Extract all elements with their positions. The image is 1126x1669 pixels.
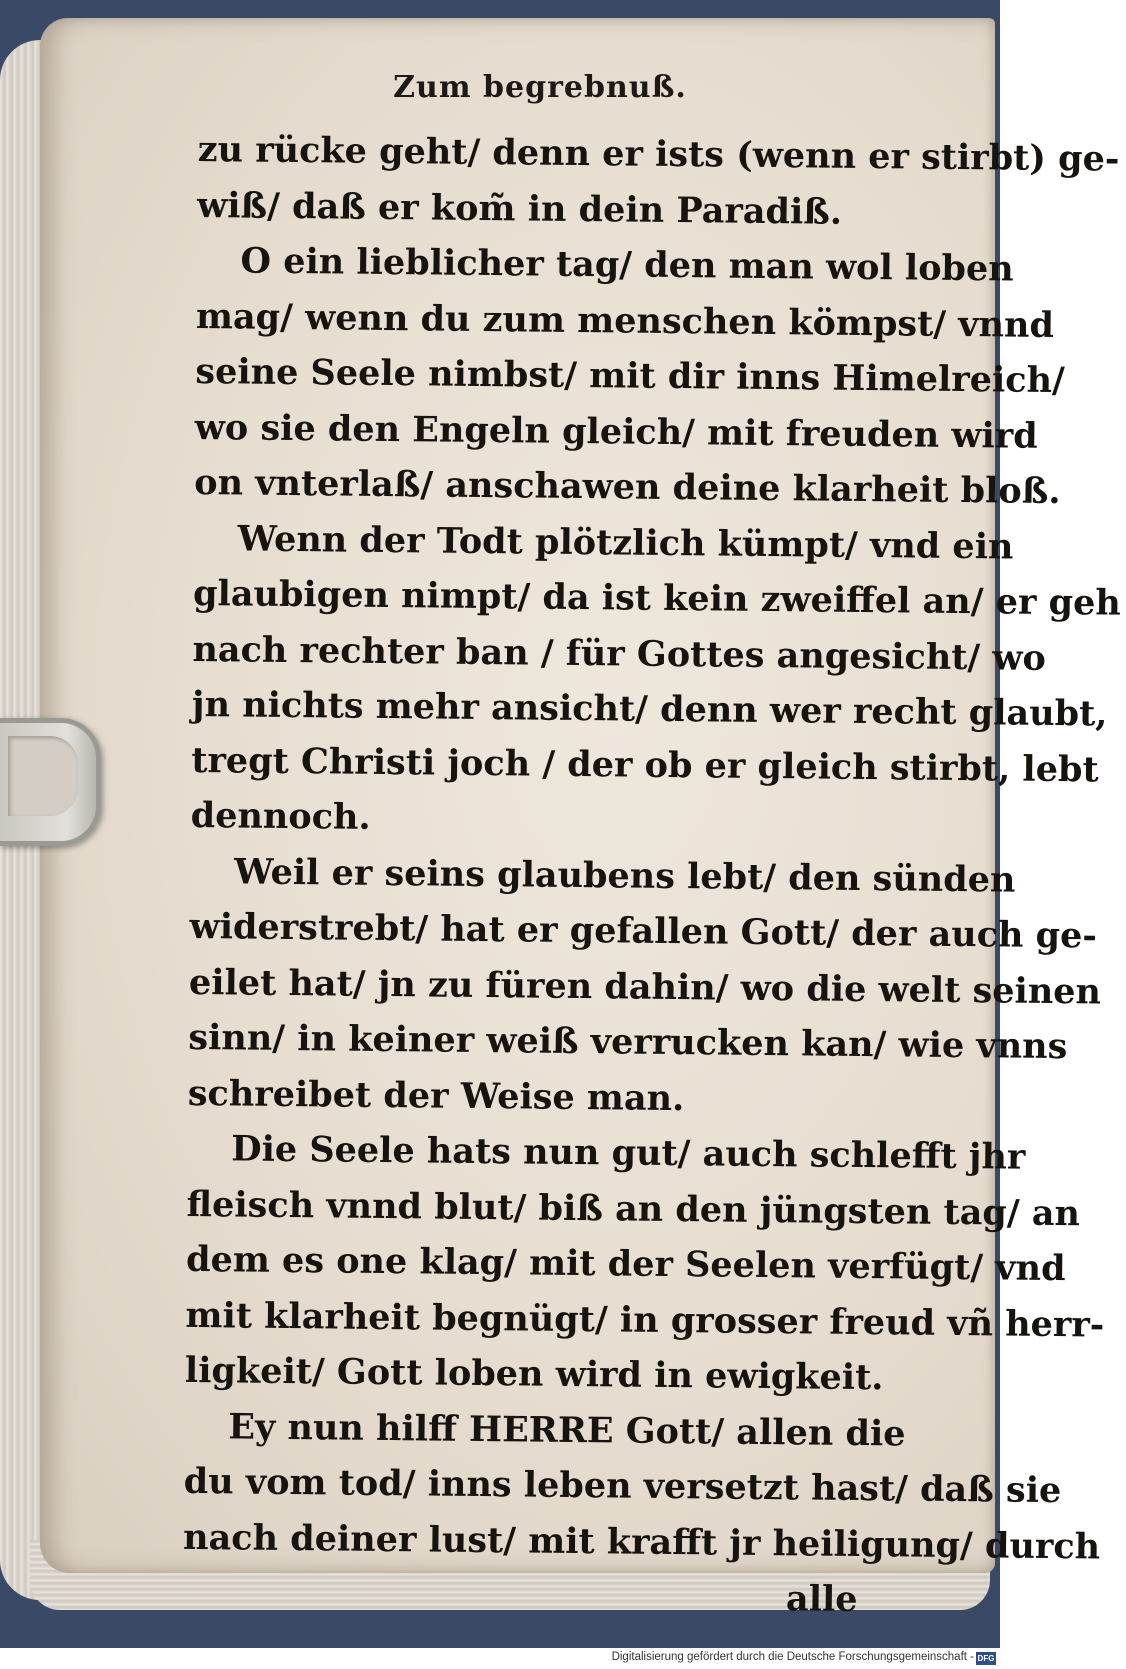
text-line: dennoch. bbox=[190, 794, 371, 838]
text-line: O ein lieblicher tag/ den man wol loben bbox=[240, 240, 1014, 290]
text-line: ligkeit/ Gott loben wird in ewigkeit. bbox=[184, 1349, 884, 1399]
running-head: Zum begrebnuß. bbox=[393, 70, 687, 105]
text-line: mag/ wenn du zum menschen kömpst/ vnnd bbox=[195, 295, 1055, 346]
text-line: Wenn der Todt plötzlich kümpt/ vnd ein bbox=[237, 517, 1014, 568]
text-line: jn nichts mehr ansicht/ denn wer recht glaubt, bbox=[191, 683, 1108, 735]
text-line: zu rücke geht/ denn er ists (wenn er stirbt) ge- bbox=[197, 128, 1120, 180]
text-line: widerstrebt/ hat er gefallen Gott/ der auch ge- bbox=[189, 905, 1098, 957]
text-line: wiß/ daß er kom̃ in dein Paradiß. bbox=[196, 184, 843, 233]
text-line: fleisch vnnd blut/ biß an den jüngsten tag/ an bbox=[186, 1183, 1081, 1234]
dfg-logo-badge: DFG bbox=[977, 1654, 995, 1663]
text-line: tregt Christi joch / der ob er gleich stirbt, lebt bbox=[191, 739, 1099, 790]
text-line: nach rechter ban / für Gottes angesicht/ wo bbox=[192, 628, 1047, 679]
clasp-clip-inner bbox=[8, 736, 78, 816]
text-line: Ey nun hilff HERRE Gott/ allen die bbox=[228, 1405, 906, 1454]
text-line: Die Seele hats nun gut/ auch schlefft jhr bbox=[231, 1128, 1026, 1178]
text-line: mit klarheit begnügt/ in grosser freud vñ herr- bbox=[185, 1294, 1105, 1346]
text-line: on vnterlaß/ anschawen deine klarheit bloß. bbox=[194, 461, 1061, 513]
page-text bbox=[182, 122, 1122, 1628]
text-line: schreibet der Weise man. bbox=[187, 1072, 685, 1119]
text-line: eilet hat/ jn zu füren dahin/ wo die welt seinen bbox=[188, 961, 1102, 1013]
text-line: dem es one klag/ mit der Seelen verfügt/ vnd bbox=[185, 1238, 1066, 1290]
funding-credit: Digitalisierung gefördert durch die Deutsche Forschungsgemeinschaft - bbox=[611, 1651, 974, 1663]
text-line: nach deiner lust/ mit krafft jr heiligung/ durch bbox=[182, 1516, 1101, 1568]
text-line: wo sie den Engeln gleich/ mit freuden wird bbox=[194, 406, 1038, 457]
text-line: Weil er seins glaubens lebt/ den sünden bbox=[233, 850, 1016, 901]
text-line: du vom tod/ inns leben versetzt hast/ daß sie bbox=[183, 1460, 1062, 1512]
text-line: sinn/ in keiner weiß verrucken kan/ wie vnns bbox=[188, 1016, 1068, 1068]
text-line: glaubigen nimpt/ da ist kein zweiffel an/ er geh bbox=[192, 572, 1122, 624]
catchword: alle bbox=[785, 1578, 858, 1620]
text-line: seine Seele nimbst/ mit dir inns Himelreich/ bbox=[195, 350, 1066, 402]
